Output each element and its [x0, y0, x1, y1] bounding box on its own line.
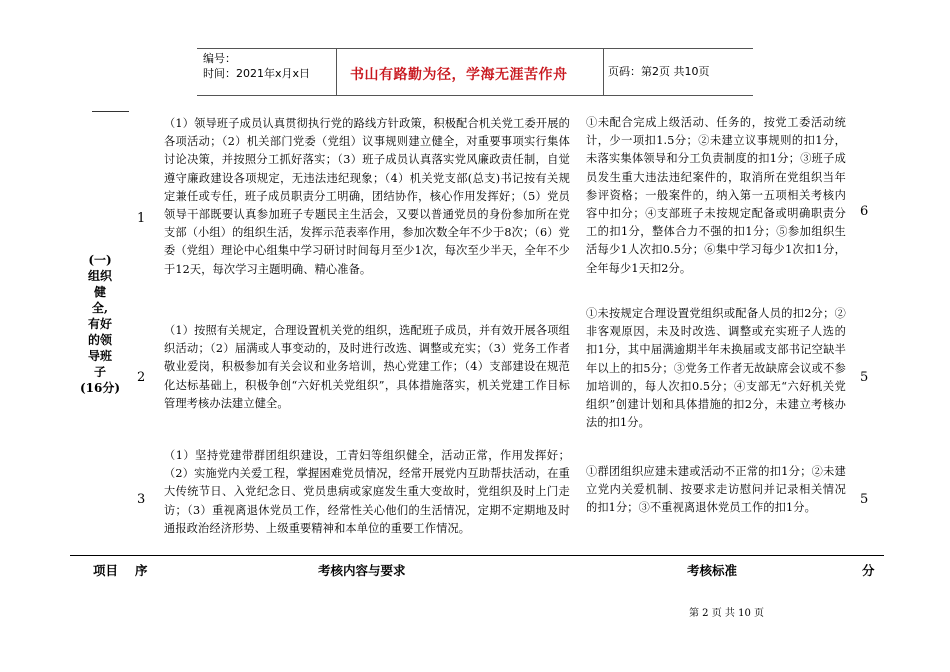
row-score: 6	[860, 204, 869, 219]
column-header-score: 分	[862, 563, 875, 578]
row-standard: ①未按规定合理设置党组织或配备人员的扣2分；②非客观原因，未及时改选、调整或充实班子人选的扣1分，其中届满逾期半年未换届或支部书记空缺半年以上的扣5分；③党务工作者无故缺席会议或不参加培训的，每人次扣0.5分；④支部无“六好机关党组织”创建计划和具体措施的扣2分，未建立考核办法的扣1分。	[586, 307, 846, 430]
row-standard: ①群团组织应建未建或活动不正常的扣1分；②未建立党内关爱机制、按要求走访慰问并记录相关情况的扣1分；③不重视离退休党员工作的扣1分。	[586, 465, 846, 515]
row-standard: ①未配合完成上级活动、任务的，按党工委活动统计，少一项扣1.5分；②未建立议事规则的扣1分，未落实集体领导和分工负责制度的扣1分；③班子成员发生重大违法违纪案件的，取消所在党组织当年参评资格；一般案件的，纳入第一五项相关考核内容中扣分；④支部班子未按规定配备或明确职责分工的扣1分，整体合力不强的扣1分；⑤参加组织生活每少1人次扣0.5分；⑥集中学习每少1次扣1分，全年每少1天扣2分。	[586, 116, 846, 275]
column-header-item: 项目	[93, 563, 119, 578]
header-divider-right	[603, 48, 604, 95]
row-score: 5	[860, 370, 869, 385]
column-header-content: 考核内容与要求	[318, 563, 406, 578]
row-content: （1）领导班子成员认真贯彻执行党的路线方针政策，积极配合机关党工委开展的各项活动；（2）机关部门党委（党组）议事规则建立健全，对重要事项实行集体讨论决策，并按照分工抓好落实；（3）班子成员认真落实党风廉政责任制，自觉遵守廉政建设各项规定，无违法违纪现象；（4）机关党支部(总支)书记按有关规定兼任或专任，班子成员职责分工明确，团结协作，核心作用发挥好；（5）党员领导干部既要认真参加班子专题民主生活会，又要以普通党员的身份参加所在党支部（小组）的组织生活，发挥示范表率作用，参加次数全年不少于8次；（6）党委（党组）理论中心组集中学习研讨时间每月至少1次，每次至少半天，全年不少于12天，每次学习主题明确、精心准备。	[164, 117, 570, 276]
item-category-label	[68, 252, 132, 396]
row-content: （1）按照有关规定，合理设置机关党的组织，选配班子成员，并有效开展各项组织活动；（2）届满或人事变动的，及时进行改选、调整或充实；（3）党务工作者敬业爱岗，积极参加有关会议和业务培训，热心党建工作；（4）支部建设在规范化达标基础上，积极争创“六好机关党组织”，具体措施落实，机关党建工作目标管理考核办法建立健全。	[164, 324, 570, 410]
column-header-seq: 序	[135, 563, 148, 578]
item-line: 子	[93, 365, 106, 379]
item-line: 导班	[87, 349, 112, 363]
header-page-label: 页码：第2页 共10页	[608, 65, 710, 78]
document-time-label: 时间：2021年x月x日	[203, 67, 311, 80]
item-line: 有好	[87, 317, 112, 331]
row-seq: 3	[137, 492, 146, 507]
row-seq: 1	[137, 211, 146, 226]
item-line: 全,	[91, 301, 109, 315]
header-divider-left	[336, 48, 337, 95]
item-line: (一)	[88, 253, 112, 267]
row-seq: 2	[137, 370, 146, 385]
row-content: （1）坚持党建带群团组织建设，工青妇等组织健全，活动正常，作用发挥好；（2）实施党内关爱工程，掌握困难党员情况，经常开展党内互助帮扶活动，在重大传统节日、入党纪念日、党员患病或家庭发生重大变故时，党组织及时上门走访；（3）重视离退休党员工作，经常性关心他们的生活情况，定期不定期地及时通报政治经济形势、上级重要精神和本单位的重要工作情况。	[164, 449, 570, 535]
header-bottom-rule	[197, 95, 753, 96]
document-number-label: 编号：	[203, 52, 236, 65]
page-footer: 第 2 页 共 10 页	[689, 608, 764, 619]
header-top-rule	[197, 48, 753, 49]
header-motto: 书山有路勤为径，学海无涯苦作舟	[350, 67, 568, 83]
item-line: (16分)	[79, 381, 121, 395]
column-header-rule	[70, 555, 884, 556]
item-line: 健	[93, 285, 106, 299]
row-score: 5	[860, 492, 869, 507]
table-top-left-rule	[92, 111, 129, 112]
item-line: 组织	[87, 269, 112, 283]
item-line: 的领	[87, 333, 112, 347]
column-header-standard: 考核标准	[687, 563, 738, 578]
